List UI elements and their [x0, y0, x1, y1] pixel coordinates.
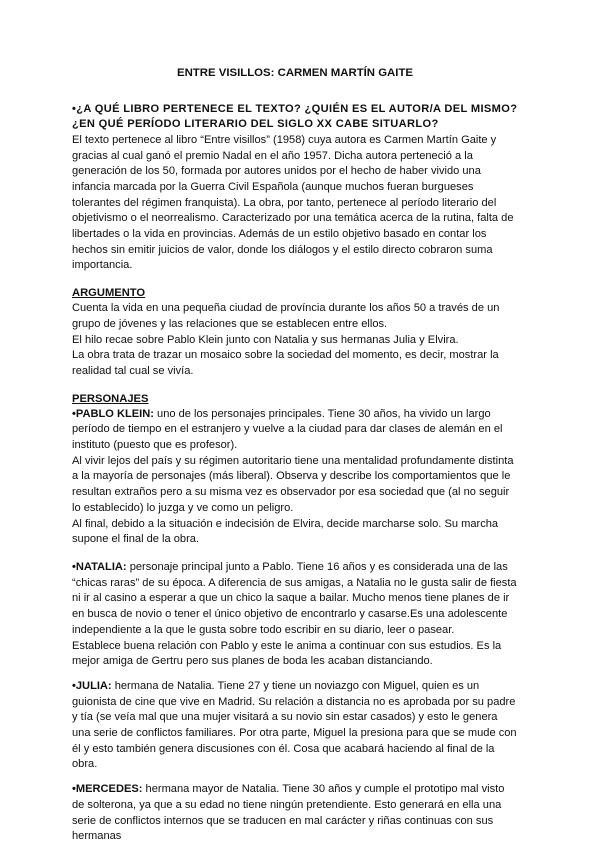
pablo-name: •PABLO KLEIN:	[72, 407, 154, 420]
mercedes-name: •MERCEDES:	[72, 783, 143, 796]
question-heading: •¿A QUÉ LIBRO PERTENECE EL TEXTO? ¿QUIÉN ES EL AUTOR/A DEL MISMO? ¿EN QUÉ PERÍODO LITERARIO DEL SIGLO XX CABE SITUARLO?	[72, 103, 518, 131]
answer-paragraph: El texto pertenece al libro “Entre visillos” (1958) cuya autora es Carmen Martín Gaite y gracias al cual ganó el premio Nadal en el año 1957. Dicha autora perteneció a la generación de los 50, formada por autores unidos por el hecho de haber vivido una infancia marcada por la Guerra Civil Española (aunque muchos fueran burgueses tolerantes del régimen franquista). La obra, por tanto, pertenece al período literario del objetivismo o el neorrealismo. Caracterizado por una temática acerca de la rutina, falta de libertades o la vida en provincias. Además de un estilo objetivo basado en contar los hechos sin emitir juicios de valor, donde los diálogos y el estilo directo cobraron suma importancia.	[72, 133, 514, 272]
natalia-paragraph-2: Establece buena relación con Pablo y este le anima a continuar con sus estudios. Es la mejor amiga de Gertru pero sus planes de boda les acaban distanciando.	[72, 639, 502, 668]
pablo-paragraph-3: Al final, debido a la situación e indecisión de Elvira, decide marcharse solo. Su marcha supone el final de la obra.	[72, 517, 499, 546]
julia-paragraph	[72, 679, 518, 773]
julia-text: hermana de Natalia. Tiene 27 y tiene un noviazgo con Miguel, quien es un guionista de cine que vive en Madrid. Su relación a distancia no es aprobada por su padre y tía (se veía mal que una mujer visitará a su novio sin estar casados) y esto le genera una serie de conflictos familiares. Por otra parte, Miguel la presiona para que se mude con él y esto también genera discusiones con él. Cosa que acabará haciendo al final de la obra.	[72, 679, 517, 771]
natalia-text: personaje principal junto a Pablo. Tiene 16 años y es considerada una de las “chicas raras” de su época. A diferencia de sus amigas, a Natalia no le gusta salir de fiesta ni ir al casino a esperar a que un chico la saque a bailar. Mucho menos tiene planes de ir en busca de novio o tener el único objetivo de encontrarlo y casarse.Es una adolescente independiente a la que le gusta sobre todo escribir en su diario, leer o pasear.	[72, 560, 517, 636]
argumento-paragraph-2: El hilo recae sobre Pablo Klein junto con Natalia y sus hermanas Julia y Elvira.	[72, 333, 459, 346]
natalia-name: •NATALIA:	[72, 560, 127, 573]
julia-name: •JULIA:	[72, 679, 112, 692]
argumento-paragraph-1: Cuenta la vida en una pequeña ciudad de província durante los años 50 a través de un grupo de jóvenes y las relaciones que se establecen entre ellos.	[72, 302, 500, 330]
mercedes-text: hermana mayor de Natalia. Tiene 30 años y cumple el prototipo mal visto de solterona, ya que a su edad no tiene ningún pretendiente. Esto generará en ella una serie de conflictos internos que se traducen en mal carácter y riñas continuas con sus hermanas	[72, 783, 505, 843]
pablo-paragraph-2: Al vivir lejos del país y su régimen autoritario tiene una mentalidad profundamente distinta a la mayoría de personajes (más liberal). Observa y describe los comportamientos que le resultan extraños pero a su misma vez es observador por esa sociedad que (al no seguir lo establecido) lo juzga y ve como un peligro.	[72, 454, 514, 514]
document-title: ENTRE VISILLOS: CARMEN MARTÍN GAITE	[176, 67, 414, 79]
pablo-text: uno de los personajes principales. Tiene 30 años, ha vivido un largo período de tiempo en el estranjero y vuelve a la ciudad para dar clases de alemán en el instituto (puesto que es profesor).	[72, 407, 503, 452]
personajes-heading: PERSONAJES	[72, 392, 149, 405]
natalia-paragraph	[72, 560, 518, 639]
argumento-paragraph-3: La obra trata de trazar un mosaico sobre la sociedad del momento, es decir, mostrar la realidad tal cual se vivía.	[72, 349, 499, 377]
pablo-paragraph	[72, 407, 518, 454]
argumento-heading: ARGUMENTO	[72, 287, 146, 300]
mercedes-paragraph	[72, 782, 518, 845]
